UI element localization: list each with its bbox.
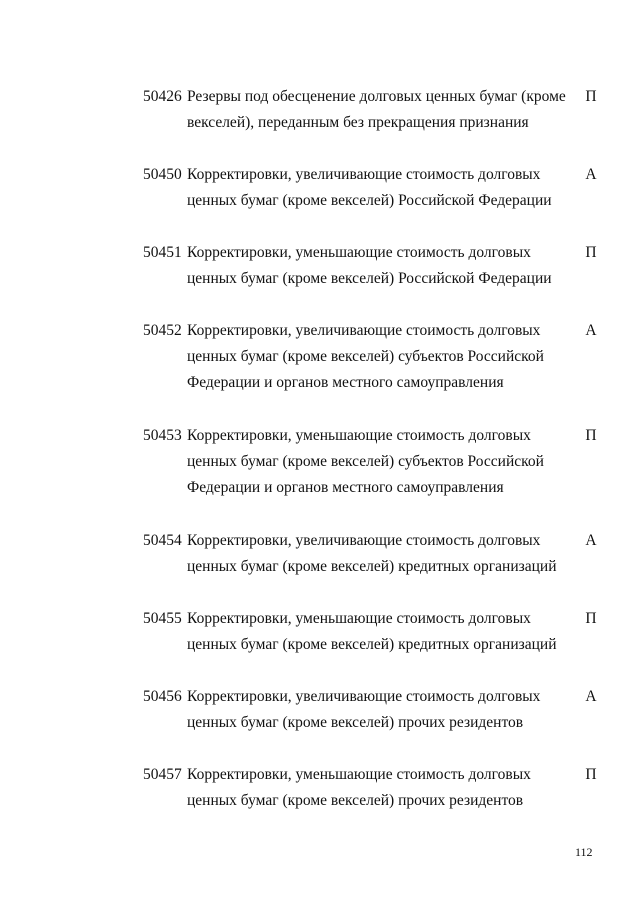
account-description bbox=[187, 606, 557, 658]
description-line: ценных бумаг (кроме векселей) прочих резидентов bbox=[187, 714, 524, 731]
description-line: ценных бумаг (кроме векселей) кредитных организаций bbox=[187, 636, 557, 653]
description-line: ценных бумаг (кроме векселей) Российской Федерации bbox=[187, 192, 552, 209]
account-type: А bbox=[585, 688, 597, 705]
account-description bbox=[187, 762, 557, 814]
account-description bbox=[187, 240, 557, 292]
account-description bbox=[187, 162, 557, 214]
account-type: П bbox=[585, 88, 597, 105]
account-code: 50455 bbox=[143, 610, 182, 627]
account-type: П bbox=[585, 766, 597, 783]
account-code: 50453 bbox=[143, 427, 182, 444]
account-type: А bbox=[585, 166, 597, 183]
account-type: А bbox=[585, 532, 597, 549]
account-code: 50456 bbox=[143, 688, 182, 705]
account-type: П bbox=[585, 427, 597, 444]
account-type: П bbox=[585, 244, 597, 261]
description-line: Корректировки, увеличивающие стоимость долговых bbox=[187, 166, 541, 183]
description-line: Корректировки, увеличивающие стоимость долговых bbox=[187, 322, 541, 339]
description-line: ценных бумаг (кроме векселей) кредитных организаций bbox=[187, 558, 557, 575]
description-line: Корректировки, увеличивающие стоимость долговых bbox=[187, 688, 541, 705]
description-line: Корректировки, уменьшающие стоимость долговых bbox=[187, 244, 531, 261]
description-line: Корректировки, уменьшающие стоимость долговых bbox=[187, 610, 531, 627]
account-entry bbox=[143, 423, 603, 501]
account-description bbox=[187, 528, 557, 580]
account-type: А bbox=[585, 322, 597, 339]
account-code: 50457 bbox=[143, 766, 182, 783]
account-entry bbox=[143, 240, 603, 292]
account-code: 50450 bbox=[143, 166, 182, 183]
account-code: 50451 bbox=[143, 244, 182, 261]
account-entry bbox=[143, 606, 603, 658]
description-line: ценных бумаг (кроме векселей) Российской Федерации bbox=[187, 270, 552, 287]
account-description bbox=[187, 84, 566, 136]
description-line: Корректировки, уменьшающие стоимость долговых bbox=[187, 766, 531, 783]
account-entry bbox=[143, 762, 603, 814]
account-code: 50426 bbox=[143, 88, 182, 105]
account-code: 50452 bbox=[143, 322, 182, 339]
account-type: П bbox=[585, 610, 597, 627]
account-entry bbox=[143, 528, 603, 580]
description-line: ценных бумаг (кроме векселей) прочих резидентов bbox=[187, 792, 524, 809]
account-description bbox=[187, 423, 557, 501]
description-line: Федерации и органов местного самоуправления bbox=[187, 374, 504, 391]
account-entry bbox=[143, 162, 603, 214]
description-line: ценных бумаг (кроме векселей) субъектов Российской bbox=[187, 453, 544, 470]
page-number: 112 bbox=[575, 845, 593, 859]
account-description bbox=[187, 318, 557, 396]
description-line: ценных бумаг (кроме векселей) субъектов Российской bbox=[187, 348, 544, 365]
account-code: 50454 bbox=[143, 532, 182, 549]
account-entry bbox=[143, 684, 603, 736]
description-line: Федерации и органов местного самоуправления bbox=[187, 479, 504, 496]
account-entry bbox=[143, 318, 603, 396]
description-line: Резервы под обесценение долговых ценных бумаг (кроме bbox=[187, 88, 566, 105]
description-line: Корректировки, уменьшающие стоимость долговых bbox=[187, 427, 531, 444]
description-line: Корректировки, увеличивающие стоимость долговых bbox=[187, 532, 541, 549]
description-line: векселей), переданным без прекращения признания bbox=[187, 114, 529, 131]
account-description bbox=[187, 684, 557, 736]
account-entry bbox=[143, 84, 603, 136]
